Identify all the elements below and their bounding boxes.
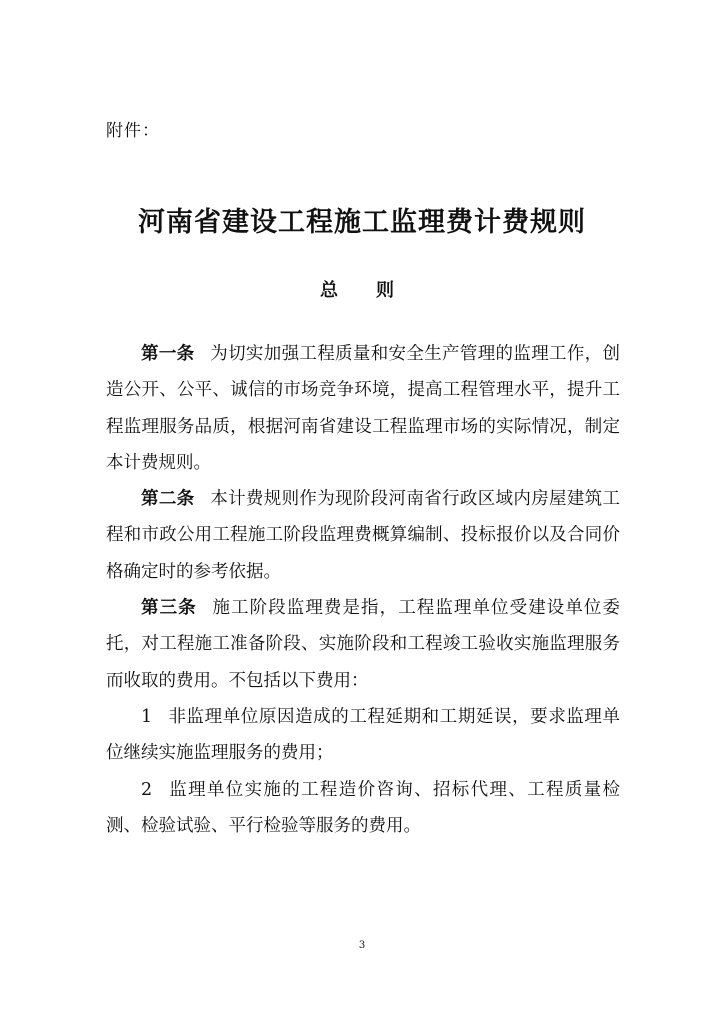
article-label: 第三条 bbox=[141, 598, 197, 619]
article-paragraph bbox=[106, 336, 620, 481]
article-label: 第二条 bbox=[141, 489, 195, 510]
page-number: 3 bbox=[358, 940, 366, 951]
list-item bbox=[106, 772, 620, 845]
article-text: 施工阶段监理费是指，工程监理单位受建设单位委托，对工程施工准备阶段、实施阶段和工程竣工验收实施监理服务而收取的费用。不包括以下费用： bbox=[106, 598, 620, 691]
article-paragraph bbox=[106, 481, 620, 590]
document-title: 河南省建设工程施工监理费计费规则 bbox=[138, 207, 586, 238]
attachment-label: 附件： bbox=[106, 121, 160, 141]
list-item bbox=[106, 699, 620, 772]
article-text: 本计费规则作为现阶段河南省行政区域内房屋建筑工程和市政公用工程施工阶段监理费概算编制、投标报价以及合同价格确定时的参考依据。 bbox=[106, 489, 621, 582]
list-item-text: 非监理单位原因造成的工程延期和工期延误，要求监理单位继续实施监理服务的费用； bbox=[106, 706, 620, 764]
list-item-number: 2 bbox=[141, 779, 153, 800]
list-item-text: 监理单位实施的工程造价咨询、招标代理、工程质量检测、检验试验、平行检验等服务的费用。 bbox=[106, 779, 620, 836]
article-text: 为切实加强工程质量和安全生产管理的监理工作，创造公开、公平、诚信的市场竞争环境，提高工程管理水平，提升工程监理服务品质，根据河南省建设工程监理市场的实际情况，制定本计费规则。 bbox=[106, 344, 621, 473]
section-heading: 总 则 bbox=[320, 280, 404, 301]
list-item-number: 1 bbox=[141, 706, 153, 727]
document-body bbox=[106, 336, 620, 844]
article-paragraph bbox=[106, 590, 620, 699]
article-label: 第一条 bbox=[141, 344, 195, 364]
